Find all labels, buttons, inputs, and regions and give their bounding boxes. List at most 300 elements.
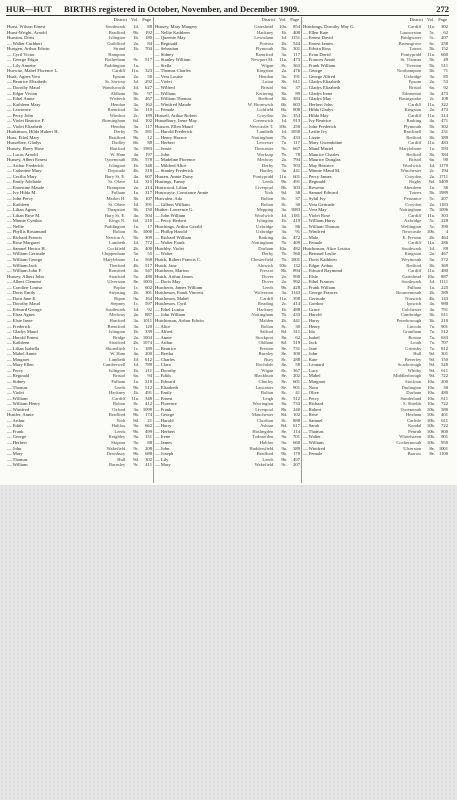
entry-page: 390 — [441, 223, 448, 229]
entry-volume: 7a. — [281, 140, 287, 146]
entry-volume: 8c. — [133, 401, 139, 407]
entry-volume: 9b. — [133, 134, 139, 140]
entry-page: 210 — [145, 218, 152, 224]
entry-name: — Hilda Gladys — [303, 107, 334, 113]
entry-name: Hussey, Mary Margery — [155, 24, 198, 29]
entry-name: — Herbert — [7, 440, 27, 446]
entry-page: 164 — [145, 295, 152, 301]
entry-name: Hutber, Lawrence G. — [155, 207, 194, 213]
entry-district: Tynemouth — [104, 157, 126, 163]
entry-volume: 6b. — [281, 101, 287, 107]
entry-volume: 1d. — [133, 85, 139, 91]
entry-page: 53 — [443, 79, 448, 85]
entry-volume: 10b. — [426, 412, 435, 418]
column-header — [6, 17, 153, 24]
entry-page: 517 — [145, 262, 152, 268]
entry-name: — George — [303, 68, 323, 74]
entry-name: Hustings, Fanny — [155, 179, 186, 185]
entry-volume: 6c. — [429, 40, 435, 46]
entry-district: Marylebone — [103, 256, 126, 262]
entry-district: Ipswich — [406, 301, 422, 307]
entry-name: — Sidney — [155, 51, 174, 57]
entry-page: 348 — [145, 162, 152, 168]
entry-name: — Walter — [155, 251, 173, 257]
entry-volume: 5a. — [429, 256, 435, 262]
entry-page: 301 — [441, 351, 448, 357]
entry-name: — Doris May — [155, 279, 181, 285]
entry-page: 286 — [441, 240, 448, 246]
entry-volume: 9d. — [281, 190, 287, 196]
entry-volume: 2a. — [429, 79, 435, 85]
entry-page: 488 — [293, 306, 300, 312]
entry-page: 482 — [293, 245, 300, 251]
entry-page: 302 — [441, 123, 448, 129]
entry-name: — Olive — [303, 390, 319, 396]
entry-district: Wolverton — [254, 290, 274, 296]
entry-name: — Winifred Maude — [155, 101, 191, 107]
entry-page: 1099 — [142, 406, 152, 412]
entry-volume: 1c. — [133, 284, 139, 290]
entry-district: Scarborough — [397, 362, 422, 368]
entry-page: 901 — [441, 323, 448, 329]
entry-name: — Catherine Mary — [7, 168, 42, 174]
column-header — [302, 17, 449, 24]
entry-district: Skipton — [111, 440, 126, 446]
entry-name: — John William — [155, 312, 186, 318]
entry-district: Darlington — [401, 384, 422, 390]
entry-page: 473 — [441, 107, 448, 113]
column-header-vol: Vol. — [278, 17, 287, 22]
entry-volume: 11a. — [279, 57, 287, 63]
entry-volume: 2b. — [133, 290, 139, 296]
entry-page: 617 — [293, 423, 300, 429]
entry-volume: 4b. — [133, 262, 139, 268]
entry-page: 414 — [293, 301, 300, 307]
entry-name: Hutchinson, Arthur Edwin — [155, 317, 204, 323]
entry-district: Boston — [408, 334, 422, 340]
entry-volume: 1d. — [429, 162, 435, 168]
entry-volume: 2a. — [281, 68, 287, 74]
entry-district: Ulverston — [107, 279, 126, 285]
entry-volume: 2a. — [133, 40, 139, 46]
entry-district: Bury — [264, 356, 274, 362]
entry-volume: 6b. — [281, 107, 287, 113]
entry-volume: 6a. — [281, 85, 287, 91]
entry-name: — Lucy — [303, 367, 319, 373]
entry-page: 89 — [295, 90, 300, 96]
entry-district: Cardiff — [112, 68, 126, 74]
entry-volume: 3a. — [133, 101, 139, 107]
entry-district: E. Preston — [402, 234, 422, 240]
entry-page: 30 — [295, 323, 300, 329]
entry-page: 544 — [293, 40, 300, 46]
entry-district: Bristol — [408, 85, 422, 91]
entry-name: — Florence — [155, 401, 177, 407]
entry-district: Hull — [117, 456, 126, 462]
entry-district: Rochdale — [256, 362, 274, 368]
entry-district: Thetford — [109, 262, 126, 268]
entry-district: Prescot — [259, 268, 274, 274]
entry-page: 12 — [147, 134, 152, 140]
entry-volume: 10a. — [279, 24, 287, 29]
entry-district: Bolton — [260, 201, 274, 207]
entry-volume: 3b. — [429, 68, 435, 74]
entry-district: Durham — [258, 245, 274, 251]
entry-volume: 1d. — [133, 356, 139, 362]
entry-page: 660 — [441, 51, 448, 57]
entry-volume: 5b. — [133, 90, 139, 96]
entry-district: Derby — [261, 162, 274, 168]
entry-name: Hurst-Wright, Arnold — [7, 29, 47, 35]
entry-page: 318 — [145, 379, 152, 384]
entry-name: — Henry Horace — [155, 134, 187, 140]
entry-district: Southwark — [105, 306, 126, 312]
entry-page: 401 — [441, 412, 448, 418]
entry-name: — Jessie — [155, 146, 172, 152]
entry-volume: 3a. — [281, 207, 287, 213]
entry-district: Southwark — [105, 24, 126, 29]
entry-volume: 4a. — [429, 118, 435, 124]
entry-district: Wisbech — [109, 96, 126, 102]
entry-volume: 4a. — [281, 234, 287, 240]
entry-district: Leeds — [262, 456, 274, 462]
entry-name: — Harold Frederick — [155, 129, 193, 135]
entry-name: — Herbert — [155, 428, 175, 434]
entry-district: Grantham — [402, 329, 422, 335]
entry-volume: 1b. — [281, 306, 287, 312]
entry-district: Wakefield — [254, 462, 274, 468]
entry-volume: 10b. — [278, 262, 287, 268]
entry-volume: 8c. — [281, 62, 287, 68]
entry-district: Bridgwater — [400, 35, 422, 41]
entry-name: — Mabel Annie — [7, 351, 37, 357]
entry-district: Croydon — [257, 112, 274, 118]
entry-district: Derby — [113, 129, 126, 135]
entry-name: — Bernard Leslie — [303, 251, 336, 257]
entry-name: — Ernestine Maude — [7, 184, 44, 190]
entry-volume: 9a. — [133, 434, 139, 440]
entry-district: Bury St. E. — [104, 212, 126, 218]
entry-page: 467 — [441, 251, 448, 257]
entry-page: 1711 — [438, 173, 448, 179]
entry-volume: 2c. — [429, 168, 435, 174]
entry-name: — Leslie Ivy — [303, 129, 328, 135]
entry-page: 1003 — [142, 279, 152, 285]
entry-page: 411 — [145, 462, 152, 468]
entry-volume: 2b. — [281, 40, 287, 46]
entry-volume: 3b. — [429, 317, 435, 323]
entry-district: Barking — [406, 118, 422, 124]
column-header — [154, 17, 301, 24]
entry-volume: 8c. — [281, 323, 287, 329]
entry-name: — Walter Frank — [155, 240, 185, 246]
page-header — [6, 2, 449, 16]
entry-volume: 8c. — [281, 417, 287, 423]
entry-volume: 2a. — [281, 112, 287, 118]
entry-volume: 1d. — [133, 201, 139, 207]
entry-name: — Dorothy Maud — [7, 301, 40, 307]
register-column — [302, 17, 449, 483]
entry-name: — Edwin Ross — [303, 46, 331, 52]
entry-page: 150 — [441, 356, 448, 362]
entry-volume: 4a. — [429, 301, 435, 307]
entry-volume: 10a. — [279, 245, 287, 251]
entry-page: 441 — [293, 168, 300, 174]
entry-page: 733 — [293, 401, 300, 407]
entry-district: Marylebone — [399, 146, 422, 152]
entry-page: 194 — [441, 168, 448, 174]
entry-district: Fulham — [111, 379, 126, 384]
entry-volume: 7a. — [429, 345, 435, 351]
entry-volume: 11a. — [427, 112, 435, 118]
entry-district: Mepping — [256, 207, 274, 213]
entry-page: 17 — [147, 223, 152, 229]
entry-district: Stratford — [109, 273, 126, 279]
entry-volume: 9b. — [133, 451, 139, 457]
entry-page: 578 — [145, 157, 152, 163]
entry-page: 812 — [441, 345, 448, 351]
entry-name: — Richard — [303, 401, 324, 407]
entry-name: — John William — [155, 212, 186, 218]
entry-district: Bedford — [258, 96, 274, 102]
entry-name: — Reginald — [7, 373, 30, 379]
entry-name: — Lilian Isabella — [7, 345, 40, 351]
register-column — [6, 17, 154, 483]
entry-page: 1050 — [290, 129, 300, 135]
entry-page: 301 — [293, 46, 300, 52]
entry-volume: 11a. — [427, 212, 435, 218]
entry-page: 894 — [293, 268, 300, 274]
entry-district: Leeds — [262, 179, 274, 185]
entry-district: Pontypridd — [400, 51, 422, 57]
entry-page: 225 — [441, 284, 448, 290]
entry-volume: 9c. — [281, 146, 287, 152]
entry-volume: 2a. — [429, 201, 435, 207]
entry-name: — Harold Ernest — [7, 334, 39, 340]
entry-name: — Leonard — [303, 362, 325, 368]
entry-name: Husten, Annie Daisy — [155, 173, 194, 179]
entry-page: 731 — [293, 345, 300, 351]
entry-page: 78 — [295, 151, 300, 157]
register-entry — [302, 451, 449, 457]
entry-name: — William George — [7, 256, 43, 262]
entry-volume: 2b. — [281, 317, 287, 323]
entry-name: — Arthur Frederick — [7, 162, 44, 168]
entry-page: 901 — [441, 434, 448, 440]
entry-page: 1100 — [438, 451, 448, 457]
entry-name: — Nellie Kathleen — [155, 29, 190, 35]
entry-page: 317 — [145, 190, 152, 196]
entry-volume: 10b. — [426, 229, 435, 235]
entry-page: 102 — [293, 412, 300, 418]
entry-page: 789 — [145, 362, 152, 368]
entry-volume: 5c. — [429, 223, 435, 229]
entry-volume: 1c. — [133, 301, 139, 307]
entry-name: — Harry — [303, 317, 320, 323]
entry-page: 1001 — [290, 256, 300, 262]
entry-volume: 3a. — [133, 317, 139, 323]
entry-name: — Elsie — [303, 273, 318, 279]
entry-name: — Nellie — [7, 223, 24, 229]
entry-district: Market H. — [106, 195, 126, 201]
entry-volume: 4b. — [429, 295, 435, 301]
entry-district: Bury St. E. — [104, 173, 126, 179]
entry-name: — James — [155, 440, 172, 446]
entry-name: — Charles — [155, 356, 175, 362]
entry-page: 603 — [293, 101, 300, 107]
entry-page: 71 — [443, 68, 448, 74]
entry-page: 491 — [293, 179, 300, 185]
entry-name: Hutchings, Dorothy May G. — [303, 24, 355, 29]
entry-name: Hurwitz, Mabel Florence L. — [7, 68, 59, 74]
entry-name: — Evan David — [303, 51, 331, 57]
entry-name: — Herbert — [155, 140, 175, 146]
entry-district: Hackney — [257, 29, 274, 35]
entry-name: — Edith — [7, 423, 23, 429]
entry-page: 180 — [145, 35, 152, 41]
entry-page: 200 — [145, 351, 152, 357]
entry-volume: 10b. — [130, 157, 139, 163]
entry-page: 913 — [293, 118, 300, 124]
entry-volume: 9d. — [429, 362, 435, 368]
entry-name: — Clara — [155, 362, 171, 368]
entry-district: Chorlton — [257, 417, 274, 423]
entry-name: — Frank William — [303, 284, 336, 290]
entry-district: Steyning — [109, 290, 126, 296]
entry-volume: 10b. — [426, 423, 435, 429]
entry-district: Windsor — [109, 112, 126, 118]
entry-page: 1001 — [438, 445, 448, 451]
entry-district: Bolton — [260, 195, 274, 201]
entry-district: Chorley — [258, 379, 274, 384]
entry-volume: 9c. — [133, 462, 139, 468]
entry-name: — Margaret — [303, 379, 326, 384]
entry-name: — Margaret — [7, 356, 30, 362]
entry-page: 389 — [293, 445, 300, 451]
column-header-page: Page — [438, 17, 447, 22]
entry-volume: 9b. — [133, 29, 139, 35]
entry-page: 601 — [293, 379, 300, 384]
entry-district: Lambeth — [257, 129, 274, 135]
entry-district: Stockton — [405, 379, 422, 384]
entry-volume: 8b. — [281, 268, 287, 274]
entry-page: 30 — [295, 201, 300, 207]
entry-district: Newport M. — [250, 57, 274, 63]
entry-district: Liverpool — [255, 406, 274, 412]
entry-page: 512 — [441, 329, 448, 335]
entry-district: Guildford — [107, 40, 126, 46]
entry-name: — Samuel Edward — [303, 190, 338, 196]
entry-page: 504 — [145, 212, 152, 218]
entry-page: 547 — [145, 268, 152, 274]
entry-page: 303 — [293, 184, 300, 190]
entry-district: Croydon — [405, 173, 422, 179]
entry-page: 1074 — [142, 340, 152, 346]
entry-page: 491 — [145, 390, 152, 396]
entry-name: — Harold — [303, 312, 322, 318]
entry-volume: 2b. — [133, 340, 139, 346]
entry-page: 50 — [147, 73, 152, 79]
entry-name: Hutcheson, Mabel — [155, 295, 189, 301]
entry-name: — Harold — [155, 417, 174, 423]
entry-name: — Mary Gwendoline — [303, 140, 343, 146]
entry-name: — Kathleen Mary — [7, 101, 41, 107]
entry-name: — Maurice Charles — [303, 151, 340, 157]
entry-volume: 1d. — [281, 129, 287, 135]
entry-page: 189 — [145, 112, 152, 118]
entry-page: 228 — [441, 218, 448, 224]
entry-name: — Vera May — [303, 207, 327, 213]
entry-volume: 1d. — [133, 362, 139, 368]
entry-district: Doncaster — [254, 146, 274, 152]
entry-district: Bradford — [108, 134, 126, 140]
entry-name: — Lilian Rose M. — [7, 212, 41, 218]
entry-district: Epsom — [408, 79, 422, 85]
entry-district: Croydon — [405, 201, 422, 207]
entry-page: 601 — [293, 173, 300, 179]
entry-volume: 9a. — [133, 295, 139, 301]
entry-name: — Kate — [303, 356, 318, 362]
entry-name: — Edgar Arthur — [303, 262, 333, 268]
entry-page: 102 — [145, 118, 152, 124]
entry-district: Middlesbrough — [393, 373, 422, 379]
entry-volume: 8c. — [281, 395, 287, 401]
entry-district: Bracknell — [403, 129, 422, 135]
entry-district: St. Saviour — [104, 79, 126, 85]
entry-district: Dudley — [111, 140, 126, 146]
entry-name: — Kathleen — [7, 201, 30, 207]
entry-district: Stepney — [110, 301, 126, 307]
entry-page: 701 — [293, 434, 300, 440]
entry-volume: 11a. — [427, 51, 435, 57]
entry-page: 512 — [145, 384, 152, 390]
entry-name: — Frank — [7, 428, 24, 434]
entry-name: — Stanley William — [155, 57, 191, 63]
entry-district: Hackney — [109, 390, 126, 396]
entry-name: — Edward Raymond — [303, 268, 343, 274]
entry-district: Kingston — [404, 107, 422, 113]
entry-district: Lewisham — [254, 35, 274, 41]
entry-volume: 7a. — [429, 329, 435, 335]
entry-volume: 5c. — [429, 29, 435, 35]
entry-volume: 4a. — [133, 173, 139, 179]
entry-volume: 5b. — [429, 46, 435, 52]
entry-volume: 1a. — [133, 223, 139, 229]
entry-volume: 9b. — [281, 284, 287, 290]
entry-district: Plymouth — [255, 46, 274, 52]
entry-district: Lancaster — [255, 384, 274, 390]
entry-page: 348 — [145, 395, 152, 401]
entry-district: Lichfield — [256, 107, 274, 113]
header-rule — [6, 15, 449, 16]
entry-page: 92 — [147, 306, 152, 312]
entry-name: Hussey, Albert John — [7, 273, 44, 279]
entry-name: Hutch, Arthur James — [155, 273, 193, 279]
entry-volume: 6d. — [133, 218, 139, 224]
entry-district: Fulham — [407, 284, 422, 290]
entry-name: Hutcheson, Frank Vincent — [155, 290, 203, 296]
entry-district: Ulverston — [403, 445, 422, 451]
entry-name: — Isabel — [303, 334, 320, 340]
entry-name: — Male — [303, 234, 319, 240]
entry-district: Barrow — [407, 451, 422, 457]
entry-name: — Lily Annette — [7, 62, 36, 68]
entry-name: Hustler, Annie — [7, 412, 34, 418]
entry-volume: 1d. — [429, 245, 435, 251]
entry-district: Liverpool — [255, 184, 274, 190]
entry-name: — Walter — [303, 434, 321, 440]
entry-volume: 5c. — [429, 35, 435, 41]
